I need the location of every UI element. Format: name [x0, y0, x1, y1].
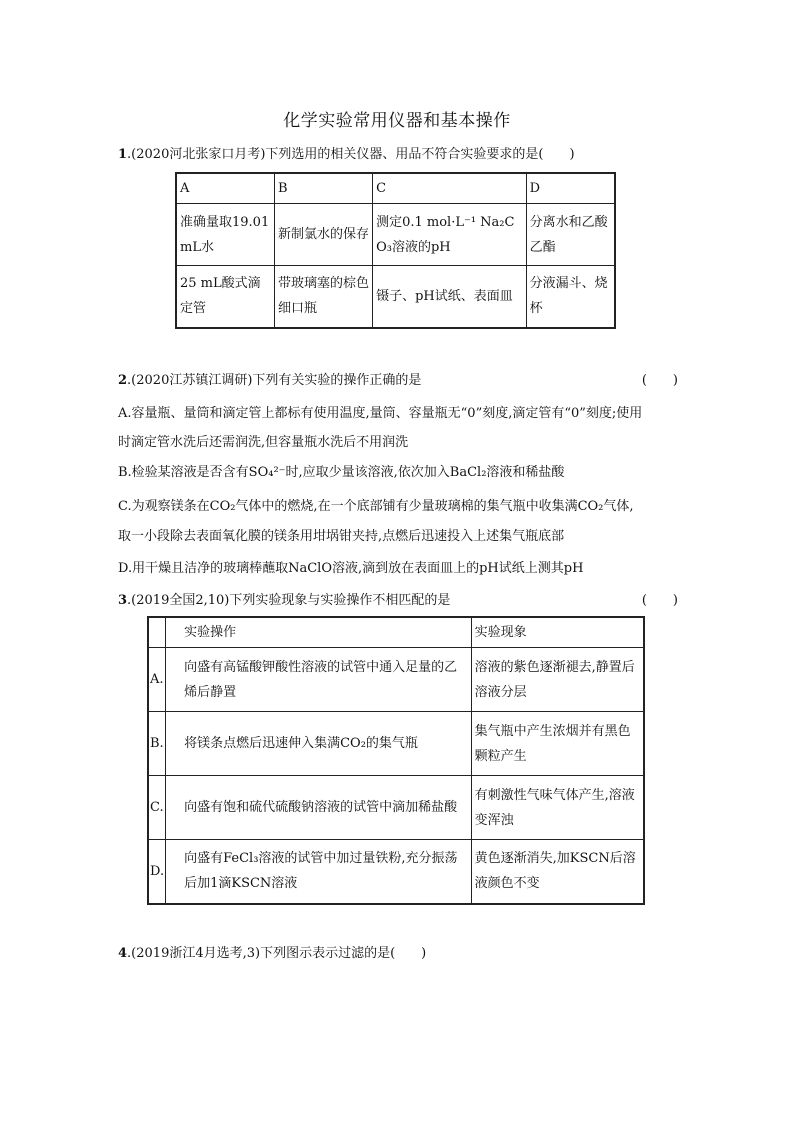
table-cell: 分离水和乙酸乙酯	[526, 204, 615, 266]
table-row	[148, 648, 644, 712]
table-cell: 分液漏斗、烧杯	[526, 266, 615, 328]
table-cell: 向盛有高锰酸钾酸性溶液的试管中通入足量的乙烯后静置	[166, 648, 472, 712]
option-d: D.用干燥且洁净的玻璃棒蘸取NaClO溶液,滴到放在表面皿上的pH试纸上测其pH	[118, 561, 584, 576]
question-number: 2	[118, 373, 128, 388]
question-3-table	[147, 616, 645, 905]
table-cell	[148, 617, 166, 648]
answer-paren: ( )	[641, 373, 678, 388]
question-text: .(2019浙江4月选考,3)下列图示表示过滤的是( )	[127, 946, 427, 961]
table-header-phenomenon: 实验现象	[471, 617, 644, 648]
table-cell: 集气瓶中产生浓烟并有黑色颗粒产生	[471, 712, 644, 776]
table-cell: 新制氯水的保存	[275, 204, 373, 266]
question-4-stem	[118, 945, 678, 963]
question-text: .(2019全国2,10)下列实验现象与实验操作不相匹配的是	[127, 593, 451, 608]
option-c-line-1: C.为观察镁条在CO₂气体中的燃烧,在一个底部铺有少量玻璃棉的集气瓶中收集满CO₂气体,	[118, 499, 634, 514]
table-cell: 镊子、pH试纸、表面皿	[373, 266, 527, 328]
question-1-stem	[118, 146, 678, 164]
table-row	[148, 617, 644, 648]
option-a-line-2: 时滴定管水洗后还需润洗,但容量瓶水洗后不用润洗	[118, 435, 409, 450]
table-row	[148, 840, 644, 904]
question-2-stem	[118, 372, 678, 390]
table-cell: A	[176, 173, 275, 204]
page-title: 化学实验常用仪器和基本操作	[283, 111, 511, 131]
table-row	[148, 776, 644, 840]
option-c-line-2: 取一小段除去表面氧化膜的镁条用坩埚钳夹持,点燃后迅速投入上述集气瓶底部	[118, 529, 565, 544]
table-cell: 25 mL酸式滴定管	[176, 266, 275, 328]
question-number: 1	[118, 147, 128, 162]
table-cell: 有刺激性气味气体产生,溶液变浑浊	[471, 776, 644, 840]
table-cell: B	[275, 173, 373, 204]
table-cell: 准确量取19.01 mL水	[176, 204, 275, 266]
row-label: C.	[148, 776, 166, 840]
table-cell: 黄色逐渐消失,加KSCN后溶液颜色不变	[471, 840, 644, 904]
table-cell: D	[526, 173, 615, 204]
table-cell: C	[373, 173, 527, 204]
option-a-line-1: A.容量瓶、量筒和滴定管上都标有使用温度,量筒、容量瓶无“0”刻度,滴定管有“0”刻度;使用	[118, 406, 643, 421]
table-row	[176, 204, 615, 266]
table-cell: 将镁条点燃后迅速伸入集满CO₂的集气瓶	[166, 712, 472, 776]
option-b: B.检验某溶液是否含有SO₄²⁻时,应取少量该溶液,依次加入BaCl₂溶液和稀盐酸	[118, 465, 565, 480]
row-label: B.	[148, 712, 166, 776]
row-label: D.	[148, 840, 166, 904]
table-row	[176, 173, 615, 204]
table-header-operation: 实验操作	[166, 617, 472, 648]
table-cell: 带玻璃塞的棕色细口瓶	[275, 266, 373, 328]
table-cell: 测定0.1 mol·L⁻¹ Na₂CO₃溶液的pH	[373, 204, 527, 266]
question-text: .(2020河北张家口月考)下列选用的相关仪器、用品不符合实验要求的是( )	[127, 147, 575, 162]
question-text: .(2020江苏镇江调研)下列有关实验的操作正确的是	[127, 373, 422, 388]
table-cell: 向盛有FeCl₃溶液的试管中加过量铁粉,充分振荡后加1滴KSCN溶液	[166, 840, 472, 904]
answer-paren: ( )	[641, 593, 678, 608]
question-number: 3	[118, 593, 128, 608]
table-row	[176, 266, 615, 328]
table-cell: 向盛有饱和硫代硫酸钠溶液的试管中滴加稀盐酸	[166, 776, 472, 840]
question-number: 4	[118, 946, 128, 961]
row-label: A.	[148, 648, 166, 712]
question-3-stem	[118, 592, 678, 610]
table-row	[148, 712, 644, 776]
table-cell: 溶液的紫色逐渐褪去,静置后溶液分层	[471, 648, 644, 712]
question-1-table	[175, 172, 616, 329]
